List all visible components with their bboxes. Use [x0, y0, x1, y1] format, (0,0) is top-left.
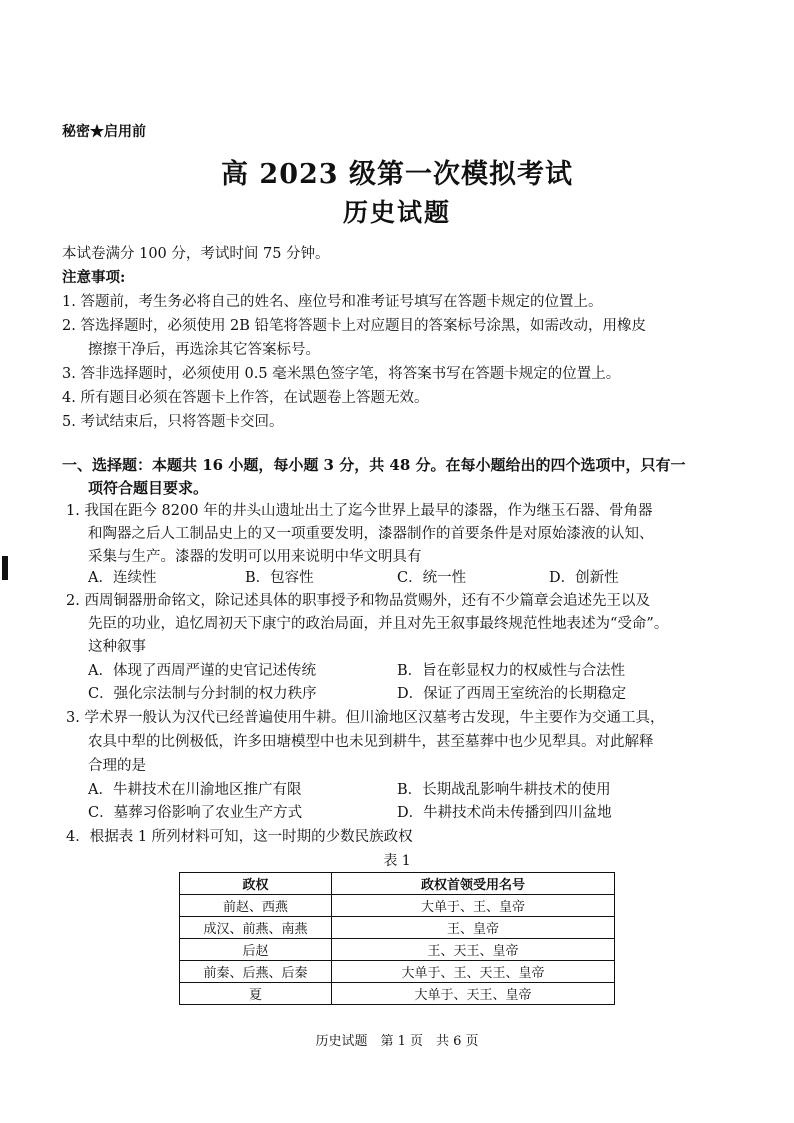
question-1-line: 采集与生产。漆器的发明可以用来说明中华文明具有	[88, 549, 422, 565]
notes-heading: 注意事项:	[62, 269, 126, 286]
table-row	[180, 917, 615, 939]
question-1-option-b: B．包容性	[245, 570, 314, 586]
question-3-option-a: A．牛耕技术在川渝地区推广有限	[88, 782, 302, 798]
exam-subtitle: 历史试题	[342, 198, 451, 227]
table-row	[180, 939, 615, 961]
table-cell-regime: 夏	[180, 983, 332, 1005]
question-1-line: 和陶器之后人工制品史上的又一项重要发明，漆器制作的首要条件是对原始漆液的认知、	[88, 526, 654, 542]
question-2-line: 先臣的功业，追忆周初天下康宁的政治局面，并且对先王叙事最终规范性地表述为“受命”。	[88, 616, 669, 632]
question-2-line: 这种叙事	[88, 639, 146, 655]
question-4-line: 4．根据表 1 所列材料可知，这一时期的少数民族政权	[66, 829, 413, 845]
table-row	[180, 961, 615, 983]
table-cell-regime: 前赵、西燕	[180, 895, 332, 917]
table-cell-regime: 前秦、后燕、后秦	[180, 961, 332, 983]
question-2-option-b: B．旨在彰显权力的权威性与合法性	[397, 663, 626, 679]
page-footer: 历史试题 第 1 页 共 6 页	[315, 1034, 479, 1049]
confidential-label: 秘密★启用前	[62, 124, 146, 140]
table-row	[180, 983, 615, 1005]
table-header-row	[180, 873, 615, 895]
table-cell-titles: 王、皇帝	[332, 917, 615, 939]
note-item: 1. 答题前，考生务必将自己的姓名、座位号和准考证号填写在答题卡规定的位置上。	[62, 294, 603, 310]
question-2-option-a: A．体现了西周严谨的史官记述传统	[88, 663, 316, 679]
table-row	[180, 895, 615, 917]
question-2-option-c: C．强化宗法制与分封制的权力秩序	[88, 686, 317, 702]
table-cell-titles: 大单于、王、皇帝	[332, 895, 615, 917]
table-caption: 表 1	[383, 853, 411, 869]
question-3-option-d: D．牛耕技术尚未传播到四川盆地	[397, 805, 612, 821]
question-3-line: 合理的是	[88, 758, 146, 774]
question-1-line: 1. 我国在距今 8200 年的井头山遗址出土了迄今世界上最早的漆器，作为继玉石器、骨角器	[66, 503, 653, 519]
table-cell-titles: 大单于、天王、皇帝	[332, 983, 615, 1005]
exam-title: 高 2023 级第一次模拟考试	[221, 159, 573, 190]
question-3-option-b: B．长期战乱影响牛耕技术的使用	[397, 782, 611, 798]
table-header-cell: 政权首领受用名号	[332, 873, 615, 895]
question-3-line: 3. 学术界一般认为汉代已经普遍使用牛耕。但川渝地区汉墓考古发现，牛主要作为交通工具，	[66, 710, 665, 726]
note-item: 5. 考试结束后，只将答题卡交回。	[62, 414, 284, 430]
table-cell-titles: 王、天王、皇帝	[332, 939, 615, 961]
question-1-option-d: D．创新性	[549, 570, 619, 586]
binding-edge-mark	[2, 556, 8, 580]
note-item: 2. 答选择题时，必须使用 2B 铅笔将答题卡上对应题目的答案标号涂黑，如需改动，用橡皮	[62, 318, 647, 334]
question-1-option-c: C．统一性	[397, 570, 467, 586]
question-3-option-c: C．墓葬习俗影响了农业生产方式	[88, 805, 303, 821]
section-heading: 一、选择题：本题共 16 小题，每小题 3 分，共 48 分。在每小题给出的四个选项中，只有一	[62, 456, 686, 474]
question-3-line: 农具中犁的比例极低，许多田塘模型中也未见到耕牛，甚至墓葬中也少见犁具。对此解释	[88, 734, 654, 750]
question-2-line: 2. 西周铜器册命铭文，除记述具体的职事授予和物品赏赐外，还有不少篇章会追述先王以及	[66, 593, 650, 609]
note-item-continued: 擦擦干净后，再选涂其它答案标号。	[88, 342, 320, 358]
exam-intro: 本试卷满分 100 分，考试时间 75 分钟。	[62, 246, 330, 262]
question-2-option-d: D．保证了西周王室统治的长期稳定	[397, 686, 627, 702]
note-item: 4. 所有题目必须在答题卡上作答，在试题卷上答题无效。	[62, 390, 429, 406]
section-heading-continued: 项符合题目要求。	[88, 479, 209, 497]
question-1-option-a: A．连续性	[88, 570, 157, 586]
table-cell-regime: 成汉、前燕、南燕	[180, 917, 332, 939]
table-header-cell: 政权	[180, 873, 332, 895]
table-cell-titles: 大单于、王、天王、皇帝	[332, 961, 615, 983]
note-item: 3. 答非选择题时，必须使用 0.5 毫米黑色签字笔，将答案书写在答题卡规定的位置上。	[62, 366, 621, 382]
regime-titles-table	[179, 872, 615, 1005]
table-cell-regime: 后赵	[180, 939, 332, 961]
